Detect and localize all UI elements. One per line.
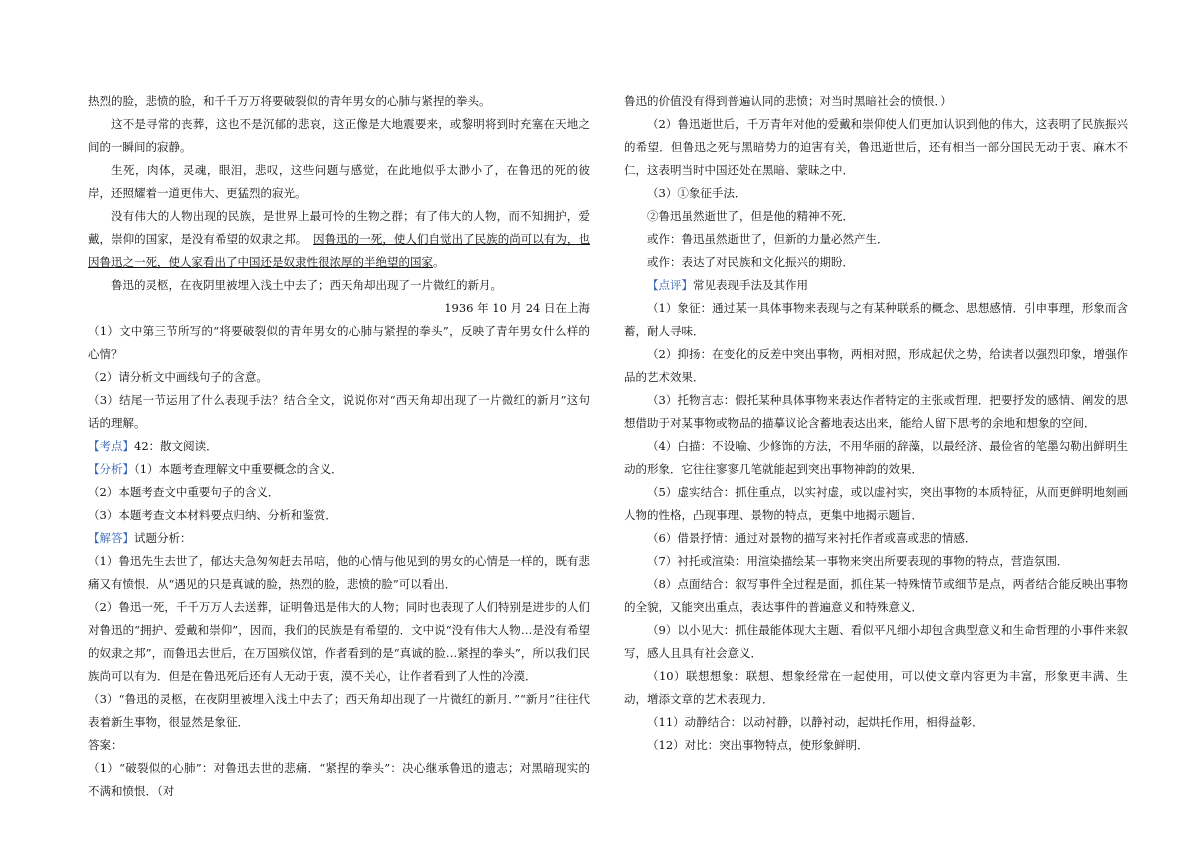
left-column [88,90,590,803]
essay-paragraph-2: 这不是寻常的丧葬，这也不是沉郁的悲哀，这正像是大地震要来，或黎明将到时充塞在天地之间的一瞬间的寂静。 [88,117,590,154]
method-9: （9）以小见大：抓住最能体现大主题、看似平凡细小却包含典型意义和生命哲理的小事件来叙写，感人且具有社会意义． [624,623,1128,660]
fenxi-text-2: （2）本题考查文中重要句子的含义． [88,485,280,499]
kaodian-text: 42：散文阅读． [134,439,218,453]
essay-paragraph-4 [88,205,590,274]
essay-paragraph-3: 生死，肉体，灵魂，眼泪，悲叹，这些问题与感觉，在此地似乎太渺小了，在鲁迅的死的彼岸，还照耀着一道更伟大、更猛烈的寂光。 [88,163,590,200]
method-3: （3）托物言志：假托某种具体事物来表达作者特定的主张或哲理．把要抒发的感情、阐发的思想借助于对某事物或物品的描摹议论含蓄地表达出来，能给人留下思考的余地和想象的空间． [624,393,1128,430]
answer-label: 答案： [88,738,123,752]
dianping-line [624,274,1128,297]
method-7: （7）衬托或渲染：用渲染描绘某一事物来突出所要表现的事物的特点，营造氛围． [647,554,1069,568]
answer-3: （3）①象征手法． [647,186,747,200]
essay-paragraph-1: 热烈的脸，悲愤的脸，和千千万万将要破裂似的青年男女的心肺与紧捏的拳头。 [88,94,491,108]
fenxi-text-3: （3）本题考查文本材料要点归纳、分析和鉴赏． [88,508,337,522]
analysis-2: （2）鲁迅一死，千千万万人去送葬，证明鲁迅是伟大的人物；同时也表现了人们特别是进步的人们对鲁迅的“拥护、爱戴和崇仰”，因而，我们的民族是有希望的．文中说“没有伟大人物…是没有希望的奴隶之邦”，而鲁迅去世后，在万国殡仪馆，作者看到的是“真诚的脸…紧捏的拳头”，所以我们民族尚可以有为．但是在鲁迅死后还有人无动于衷，漠不关心，让作者看到了人性的冷漠． [88,600,590,683]
essay-paragraph-5: 鲁迅的灵柩，在夜阴里被埋入浅土中去了；西天角却出现了一片微红的新月。 [111,278,502,292]
jieda-line [88,527,590,550]
question-3: （3）结尾一节运用了什么表现手法？结合全文，说说你对“西天角却出现了一片微红的新月”这句话的理解。 [88,393,590,430]
analysis-1: （1）鲁迅先生去世了，郁达夫急匆匆赶去吊唁，他的心情与他见到的男女的心情是一样的，既有悲痛又有愤恨．从“遇见的只是真诚的脸，热烈的脸，悲愤的脸”可以看出． [88,554,590,591]
jieda-text: 试题分析： [134,531,192,545]
method-11: （11）动静结合：以动衬静，以静衬动，起烘托作用，相得益彰． [647,715,984,729]
dianping-tag: 【点评】 [647,278,693,292]
fenxi-text-1: （1）本题考查理解文中重要概念的含义． [134,462,343,476]
jieda-tag: 【解答】 [88,531,134,545]
analysis-3: （3）“鲁迅的灵柩，在夜阴里被埋入浅土中去了；西天角却出现了一片微红的新月．”“新月”往往代表着新生事物，很显然是象征． [88,692,590,729]
dianping-text: 常见表现手法及其作用 [693,278,808,292]
method-1: （1）象征：通过某一具体事物来表现与之有某种联系的概念、思想感情．引申事理，形象而含蓄，耐人寻味． [624,301,1128,338]
kaodian-line [88,435,590,458]
answer-1: （1）“破裂似的心肺”：对鲁迅去世的悲痛．“紧捏的拳头”：决心继承鲁迅的遗志；对黑暗现实的不满和愤恨．（对 [88,761,590,798]
answer-1-continued: 鲁迅的价值没有得到普遍认同的悲愤；对当时黑暗社会的愤恨．） [624,94,952,108]
essay-paragraph-4-end: 。 [433,255,445,269]
fenxi-line [88,458,590,481]
kaodian-tag: 【考点】 [88,439,134,453]
answer-3-point: ②鲁迅虽然逝世了，但是他的精神不死． [647,209,854,223]
dateline: 1936 年 10 月 24 日在上海 [444,301,590,315]
answer-2: （2）鲁迅逝世后，千万青年对他的爱戴和崇仰使人们更加认识到他的伟大，这表明了民族振兴的希望．但鲁迅之死与黑暗势力的迫害有关，鲁迅逝世后，还有相当一部分国民无动于衷、麻木不仁，这表明当时中国还处在黑暗、蒙昧之中． [624,117,1128,177]
method-12: （12）对比：突出事物特点，使形象鲜明． [647,738,869,752]
method-8: （8）点面结合：叙写事件全过程是面，抓住某一特殊情节或细节是点，两者结合能反映出事物的全貌，又能突出重点，表达事件的普遍意义和特殊意义． [624,577,1128,614]
method-4: （4）白描：不设喻、少修饰的方法，不用华丽的辞藻，以最经济、最俭省的笔墨勾勒出鲜明生动的形象．它往往寥寥几笔就能起到突出事物神韵的效果． [624,439,1128,476]
underlined-sentence: 因鲁迅的一死，使人们自觉出了民族的尚可以有为，也因鲁迅之一死，使人家看出了中国还是奴隶性很浓厚的半绝望的国家 [88,232,591,269]
question-1: （1）文中第三节所写的“将要破裂似的青年男女的心肺与紧捏的拳头”，反映了青年男女什么样的心情？ [88,324,590,361]
method-5: （5）虚实结合：抓住重点，以实衬虚，或以虚衬实，突出事物的本质特征，从而更鲜明地刻画人物的性格，凸现事理、景物的特点，更集中地揭示题旨． [624,485,1128,522]
right-column [624,90,1128,757]
question-2: （2）请分析文中画线句子的含意。 [88,370,268,384]
fenxi-tag: 【分析】 [88,462,134,476]
essay-paragraph-4-text: 没有伟大的人物出现的民族，是世界上最可怜的生物之群；有了伟大的人物，而不知拥护，爱戴，崇仰的国家，是没有希望的奴隶之邦。 [88,209,590,246]
method-6: （6）借景抒情：通过对景物的描写来衬托作者或喜或悲的情感． [647,531,977,545]
method-10: （10）联想想象：联想、想象经常在一起使用，可以使文章内容更为丰富，形象更丰满、生动，增添文章的艺术表现力． [624,669,1128,706]
answer-3-alt-1: 或作：鲁迅虽然逝世了，但新的力量必然产生． [647,232,889,246]
answer-3-alt-2: 或作：表达了对民族和文化振兴的期盼． [647,255,854,269]
method-2: （2）抑扬：在变化的反差中突出事物，两相对照，形成起伏之势，给读者以强烈印象，增强作品的艺术效果． [624,347,1128,384]
